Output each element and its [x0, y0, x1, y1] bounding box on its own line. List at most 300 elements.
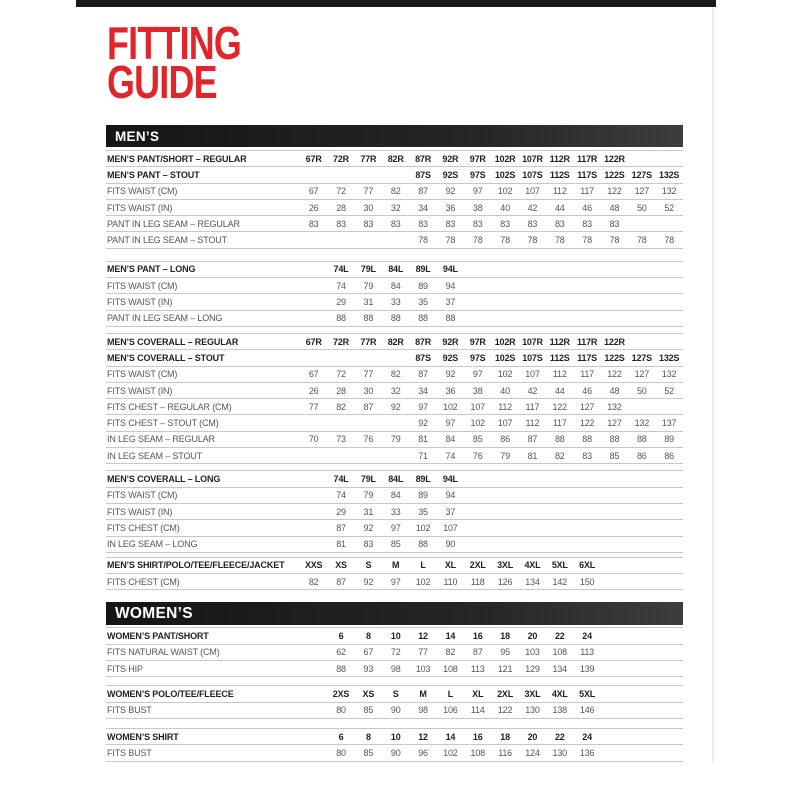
size-label: 74L [333, 264, 349, 275]
size-value: 38 [472, 385, 483, 396]
size-label: M [392, 560, 400, 571]
size-label: 16 [472, 731, 483, 742]
size-value: 77 [363, 369, 374, 380]
size-value: 52 [664, 385, 674, 396]
size-value: 130 [525, 705, 540, 716]
size-label: 74L [333, 473, 349, 484]
size-value: 79 [363, 280, 374, 291]
size-value: 85 [363, 747, 374, 758]
size-label: 67R [305, 153, 322, 164]
size-value: 97 [390, 576, 401, 587]
size-value: 117 [552, 418, 567, 429]
size-value: 116 [498, 747, 512, 758]
size-label: 92S [442, 352, 459, 363]
size-value: 88 [609, 434, 620, 445]
size-value: 112 [552, 369, 567, 380]
size-value: 82 [390, 186, 401, 197]
size-value: 122 [579, 418, 595, 429]
size-label: 122R [604, 336, 625, 347]
size-value: 71 [418, 450, 428, 461]
table-row [106, 686, 683, 702]
size-label: 8 [365, 631, 371, 642]
size-value: 83 [554, 218, 565, 229]
size-label: 87R [415, 336, 431, 347]
size-value: 88 [554, 434, 565, 445]
table-row [106, 645, 683, 661]
size-value: 90 [390, 705, 401, 716]
row-label: MEN’S PANT – LONG [107, 264, 196, 275]
size-value: 102 [443, 401, 458, 412]
size-value: 88 [418, 313, 428, 324]
size-value: 138 [552, 705, 567, 716]
size-value: 72 [390, 647, 401, 658]
section-header-mens [106, 125, 683, 147]
size-value: 78 [636, 235, 647, 246]
size-value: 32 [390, 202, 401, 213]
size-value: 81 [418, 434, 428, 445]
size-label: 67R [305, 336, 322, 347]
size-value: 139 [579, 663, 595, 674]
size-value: 78 [472, 235, 483, 246]
size-value: 83 [609, 218, 620, 229]
size-value: 88 [336, 313, 346, 324]
size-value: 79 [390, 434, 401, 445]
size-label: 20 [527, 731, 538, 742]
page-title-line1: FITTING [107, 17, 242, 69]
size-value: 96 [418, 747, 428, 758]
size-value: 150 [579, 576, 595, 587]
table-row [106, 278, 683, 294]
size-label: 117R [576, 153, 598, 164]
table-row [106, 537, 683, 553]
row-label: FITS CHEST – STOUT (CM) [107, 418, 219, 429]
row-label: FITS WAIST (CM) [107, 280, 178, 291]
size-value: 82 [445, 647, 456, 658]
size-label: 132S [659, 352, 680, 363]
size-label: 92R [442, 153, 459, 164]
table-row [106, 367, 683, 383]
size-value: 98 [390, 663, 401, 674]
size-value: 77 [418, 647, 428, 658]
size-value: 132 [661, 369, 677, 380]
size-label: 97S [470, 352, 486, 363]
size-value: 107 [497, 418, 513, 429]
size-label: 117S [577, 352, 597, 363]
size-value: 35 [418, 506, 428, 517]
size-table [106, 685, 683, 719]
size-value: 132 [634, 418, 649, 429]
size-table [106, 333, 683, 464]
size-value: 129 [525, 663, 540, 674]
size-value: 142 [552, 576, 567, 587]
page-title-line2: GUIDE [107, 56, 217, 108]
row-label: FITS CHEST – REGULAR (CM) [107, 401, 232, 412]
size-value: 126 [497, 576, 513, 587]
size-value: 103 [525, 647, 540, 658]
size-value: 98 [418, 705, 428, 716]
womens-tables [106, 627, 683, 761]
size-value: 117 [580, 186, 594, 197]
size-value: 102 [415, 576, 431, 587]
size-value: 52 [664, 202, 674, 213]
row-label: FITS WAIST (IN) [107, 506, 173, 517]
size-value: 62 [336, 647, 346, 658]
row-label: FITS WAIST (CM) [107, 369, 178, 380]
size-value: 77 [308, 401, 319, 412]
size-value: 122 [552, 401, 567, 412]
size-value: 118 [470, 576, 485, 587]
row-label: FITS BUST [107, 705, 152, 716]
size-label: 87R [415, 153, 431, 164]
size-label: 127S [631, 169, 652, 180]
size-value: 77 [363, 186, 374, 197]
size-value: 137 [661, 418, 677, 429]
size-label: XL [444, 560, 456, 571]
size-value: 88 [390, 313, 401, 324]
size-value: 95 [500, 647, 510, 658]
size-label: 3XL [524, 688, 541, 699]
size-value: 85 [390, 539, 401, 550]
size-label: 132S [659, 169, 680, 180]
table-row [106, 729, 683, 745]
size-value: 97 [390, 522, 401, 533]
size-value: 124 [525, 747, 540, 758]
size-value: 86 [636, 450, 647, 461]
size-value: 117 [525, 401, 540, 412]
size-label: XS [335, 560, 347, 571]
size-value: 146 [579, 705, 595, 716]
table-row [106, 703, 683, 719]
size-value: 79 [363, 490, 374, 501]
size-value: 84 [445, 434, 456, 445]
size-value: 136 [579, 747, 595, 758]
size-label: 4XL [551, 688, 568, 699]
size-value: 81 [336, 539, 346, 550]
size-label: 82R [387, 336, 404, 347]
size-label: 14 [445, 631, 456, 642]
size-label: 97R [469, 153, 486, 164]
size-value: 97 [445, 418, 456, 429]
size-label: 107S [522, 169, 543, 180]
size-label: 97S [470, 169, 486, 180]
size-value: 113 [470, 663, 485, 674]
size-value: 67 [363, 647, 374, 658]
size-value: 107 [525, 186, 540, 197]
row-label: MEN’S SHIRT/POLO/TEE/FLEECE/JACKET [107, 560, 285, 571]
size-label: 77R [360, 336, 377, 347]
size-value: 88 [418, 539, 428, 550]
size-value: 112 [498, 401, 512, 412]
size-value: 82 [390, 369, 401, 380]
size-value: 26 [308, 385, 319, 396]
size-value: 110 [443, 576, 458, 587]
size-value: 132 [661, 186, 677, 197]
table-row [106, 448, 683, 464]
size-value: 29 [336, 506, 346, 517]
size-value: 86 [664, 450, 674, 461]
table-row [106, 184, 683, 200]
size-value: 48 [609, 385, 620, 396]
size-label: 107R [522, 336, 543, 347]
row-label: FITS HIP [107, 663, 143, 674]
size-label: 12 [418, 731, 428, 742]
row-label: WOMEN’S SHIRT [107, 731, 179, 742]
size-label: 112R [549, 336, 570, 347]
row-label: PANT IN LEG SEAM – LONG [107, 313, 223, 324]
size-label: L [420, 560, 426, 571]
size-label: 72R [333, 336, 349, 347]
table-row [106, 574, 683, 590]
size-value: 89 [418, 280, 428, 291]
size-value: 127 [634, 369, 649, 380]
size-value: 84 [390, 490, 401, 501]
size-value: 80 [336, 705, 346, 716]
size-value: 50 [636, 202, 647, 213]
table-row [106, 661, 683, 677]
size-value: 88 [445, 313, 456, 324]
size-label: M [419, 688, 427, 699]
section-header-womens [106, 602, 683, 625]
size-value: 83 [472, 218, 483, 229]
row-label: PANT IN LEG SEAM – STOUT [107, 235, 227, 246]
size-value: 44 [554, 202, 565, 213]
row-label: WOMEN’S POLO/TEE/FLEECE [107, 688, 234, 699]
size-value: 87 [418, 186, 428, 197]
size-value: 38 [472, 202, 483, 213]
size-value: 30 [363, 202, 374, 213]
size-value: 108 [443, 663, 458, 674]
size-label: 8 [365, 731, 371, 742]
size-value: 121 [497, 663, 513, 674]
size-value: 87 [336, 522, 346, 533]
size-label: S [392, 688, 399, 699]
size-value: 80 [336, 747, 346, 758]
size-value: 72 [336, 369, 346, 380]
size-label: 5XL [579, 688, 596, 699]
size-label: 92S [442, 169, 459, 180]
row-label: FITS WAIST (CM) [107, 186, 178, 197]
size-value: 102 [497, 186, 513, 197]
size-value: 107 [443, 522, 458, 533]
row-label: MEN’S COVERALL – LONG [107, 473, 221, 484]
size-label: 10 [390, 631, 401, 642]
table-row [106, 520, 683, 536]
size-value: 92 [363, 522, 374, 533]
size-value: 36 [445, 385, 456, 396]
size-value: 82 [336, 401, 346, 412]
size-value: 94 [445, 490, 456, 501]
size-label: 102R [494, 336, 516, 347]
size-value: 90 [445, 539, 456, 550]
size-label: 89L [415, 473, 431, 484]
size-label: 2XL [497, 688, 514, 699]
size-value: 89 [664, 434, 674, 445]
mens-tables [106, 150, 683, 590]
size-label: 20 [527, 631, 538, 642]
size-label: 18 [500, 631, 510, 642]
size-label: 94L [442, 264, 458, 275]
size-label: 79L [360, 264, 376, 275]
size-value: 83 [390, 218, 401, 229]
size-value: 48 [609, 202, 620, 213]
size-value: 97 [472, 186, 483, 197]
size-label: 5XL [551, 560, 568, 571]
row-label: FITS WAIST (IN) [107, 202, 173, 213]
size-value: 83 [363, 218, 374, 229]
row-label: IN LEG SEAM – LONG [107, 539, 198, 550]
size-value: 35 [418, 297, 428, 308]
size-value: 78 [500, 235, 510, 246]
size-value: 85 [363, 705, 374, 716]
size-value: 86 [500, 434, 510, 445]
size-label: 2XL [469, 560, 486, 571]
table-row [106, 504, 683, 520]
size-value: 31 [363, 506, 374, 517]
size-value: 78 [582, 235, 592, 246]
row-label: MEN’S COVERALL – STOUT [107, 352, 225, 363]
size-label: 127S [631, 352, 652, 363]
size-value: 107 [470, 401, 485, 412]
size-label: XXS [304, 560, 323, 571]
size-value: 76 [472, 450, 483, 461]
size-value: 88 [336, 663, 346, 674]
table-row [106, 294, 683, 310]
size-value: 78 [418, 235, 428, 246]
size-label: 3XL [497, 560, 514, 571]
size-value: 67 [308, 369, 319, 380]
size-value: 37 [445, 297, 456, 308]
size-value: 40 [500, 385, 510, 396]
size-value: 102 [415, 522, 431, 533]
size-value: 70 [308, 434, 319, 445]
size-value: 42 [527, 202, 538, 213]
size-value: 97 [472, 369, 483, 380]
row-label: IN LEG SEAM – STOUT [107, 450, 203, 461]
size-value: 28 [336, 202, 346, 213]
size-value: 122 [607, 186, 622, 197]
size-label: 112R [549, 153, 570, 164]
row-label: FITS CHEST (CM) [107, 576, 180, 587]
size-label: 6 [338, 631, 344, 642]
size-label: 22 [554, 731, 565, 742]
size-table [106, 627, 683, 677]
size-value: 28 [336, 385, 346, 396]
size-value: 33 [390, 297, 401, 308]
size-label: 122S [604, 169, 625, 180]
size-value: 31 [363, 297, 374, 308]
size-value: 40 [500, 202, 510, 213]
size-value: 74 [445, 450, 456, 461]
size-label: 87S [415, 169, 431, 180]
size-value: 78 [527, 235, 538, 246]
size-value: 83 [445, 218, 456, 229]
size-value: 90 [390, 747, 401, 758]
size-value: 127 [607, 418, 622, 429]
table-row [106, 415, 683, 431]
size-value: 87 [472, 647, 483, 658]
size-value: 85 [472, 434, 483, 445]
size-value: 89 [418, 490, 428, 501]
size-value: 29 [336, 297, 346, 308]
size-value: 103 [415, 663, 431, 674]
size-value: 102 [497, 369, 513, 380]
table-row [106, 262, 683, 278]
size-label: 102S [494, 352, 516, 363]
size-label: 117S [577, 169, 597, 180]
size-value: 83 [500, 218, 510, 229]
fitting-guide-content [106, 0, 683, 762]
size-label: 112S [549, 352, 570, 363]
size-label: 22 [554, 631, 565, 642]
table-row [106, 350, 683, 366]
row-label: MEN’S PANT/SHORT – REGULAR [107, 153, 247, 164]
row-label: FITS BUST [107, 747, 152, 758]
size-value: 82 [554, 450, 565, 461]
size-value: 92 [418, 418, 428, 429]
table-row [106, 216, 683, 232]
size-label: S [365, 560, 372, 571]
size-value: 67 [308, 186, 319, 197]
table-row [106, 311, 683, 327]
table-row [106, 471, 683, 487]
size-value: 108 [470, 747, 485, 758]
size-value: 74 [336, 490, 346, 501]
size-label: 107S [522, 352, 543, 363]
size-value: 87 [527, 434, 538, 445]
row-label: FITS WAIST (IN) [107, 385, 173, 396]
table-row [106, 151, 683, 167]
size-label: 84L [388, 264, 404, 275]
size-label: 6 [338, 731, 344, 742]
size-label: 92R [442, 336, 459, 347]
page-edge-line [712, 7, 714, 763]
size-value: 122 [607, 369, 622, 380]
size-value: 127 [579, 401, 595, 412]
size-value: 87 [418, 369, 428, 380]
table-row [106, 232, 683, 248]
row-label: PANT IN LEG SEAM – REGULAR [107, 218, 240, 229]
size-label: 10 [390, 731, 401, 742]
size-label: XL [472, 688, 484, 699]
size-value: 88 [582, 434, 592, 445]
size-label: 2XS [332, 688, 350, 699]
size-value: 79 [500, 450, 510, 461]
size-value: 78 [664, 235, 674, 246]
size-value: 78 [554, 235, 565, 246]
size-value: 85 [609, 450, 620, 461]
size-label: 79L [360, 473, 376, 484]
row-label: IN LEG SEAM – REGULAR [107, 434, 215, 445]
size-value: 130 [552, 747, 567, 758]
size-value: 92 [390, 401, 401, 412]
size-value: 78 [445, 235, 456, 246]
size-value: 122 [497, 705, 513, 716]
size-label: 102R [494, 153, 516, 164]
table-row [106, 488, 683, 504]
table-row [106, 558, 683, 574]
size-value: 114 [470, 705, 485, 716]
size-table [106, 261, 683, 327]
size-value: 82 [308, 576, 319, 587]
size-label: 87S [415, 352, 431, 363]
size-label: 77R [360, 153, 377, 164]
table-row [106, 399, 683, 415]
row-label: FITS WAIST (CM) [107, 490, 178, 501]
size-table [106, 728, 683, 762]
row-label: MEN’S COVERALL – REGULAR [107, 336, 239, 347]
size-value: 83 [527, 218, 538, 229]
size-value: 94 [445, 280, 456, 291]
